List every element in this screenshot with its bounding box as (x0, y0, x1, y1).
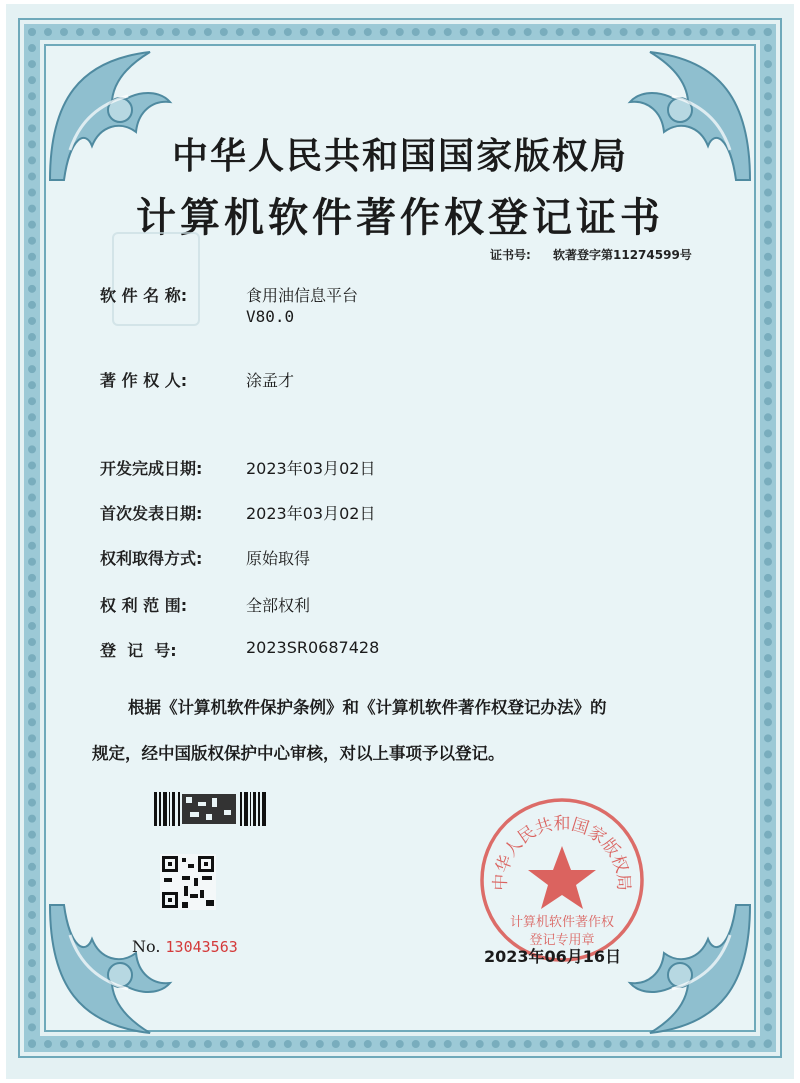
issuer-name: 中华人民共和国国家版权局 (171, 135, 628, 177)
field-label: 著 作 权 人: (100, 371, 188, 390)
certificate-title: 计算机软件著作权登记证书 (136, 194, 664, 241)
statement-line-1: 根据《计算机软件保护条例》和《计算机软件著作权登记办法》的 (128, 698, 607, 717)
seal-ring-text: 中华人民共和国家版权局 (490, 814, 634, 892)
corner-ornament-bottom-left (40, 895, 190, 1045)
field-publication-date (100, 501, 376, 524)
field-label: 软 件 名 称: (100, 286, 188, 305)
serial-number (132, 937, 238, 956)
certificate-number-label: 证书号: (490, 248, 531, 262)
seal-inner-line-2: 登记专用章 (529, 933, 595, 948)
official-seal (478, 796, 646, 964)
certificate-number-value: 软著登字第11274599号 (553, 248, 692, 262)
field-label: 权 利 范 围: (100, 596, 188, 615)
field-copyright-owner (100, 368, 295, 391)
watermark-emblem (112, 232, 200, 326)
field-value: 食用油信息平台 (246, 286, 359, 305)
field-value: 2023年03月02日 (246, 504, 376, 523)
qr-code (160, 854, 216, 910)
field-registration-number (100, 638, 380, 661)
field-value: 2023SR0687428 (246, 638, 380, 657)
field-value: 涂孟才 (246, 371, 295, 390)
issue-date: 2023年06月16日 (484, 947, 622, 966)
seal-inner-line-1: 计算机软件著作权 (509, 915, 615, 930)
barcode (154, 792, 266, 826)
field-label: 开发完成日期: (100, 459, 203, 478)
serial-value: 13043563 (165, 938, 238, 956)
field-value-version: V80.0 (246, 307, 295, 326)
field-development-date (100, 456, 376, 479)
field-label: 首次发表日期: (100, 504, 203, 523)
field-rights-scope (100, 593, 311, 616)
statement-line-2: 规定，经中国版权保护中心审核，对以上事项予以登记。 (92, 744, 505, 763)
certificate-number (490, 246, 692, 263)
field-value: 原始取得 (246, 549, 311, 568)
serial-label: No. (132, 937, 161, 956)
field-acquisition-method (100, 546, 311, 569)
field-value: 全部权利 (246, 596, 311, 615)
field-value: 2023年03月02日 (246, 459, 376, 478)
field-label: 权利取得方式: (100, 549, 203, 568)
seal-star-icon (528, 846, 596, 909)
field-software-name (100, 283, 359, 326)
field-label: 登 记 号: (100, 641, 177, 660)
